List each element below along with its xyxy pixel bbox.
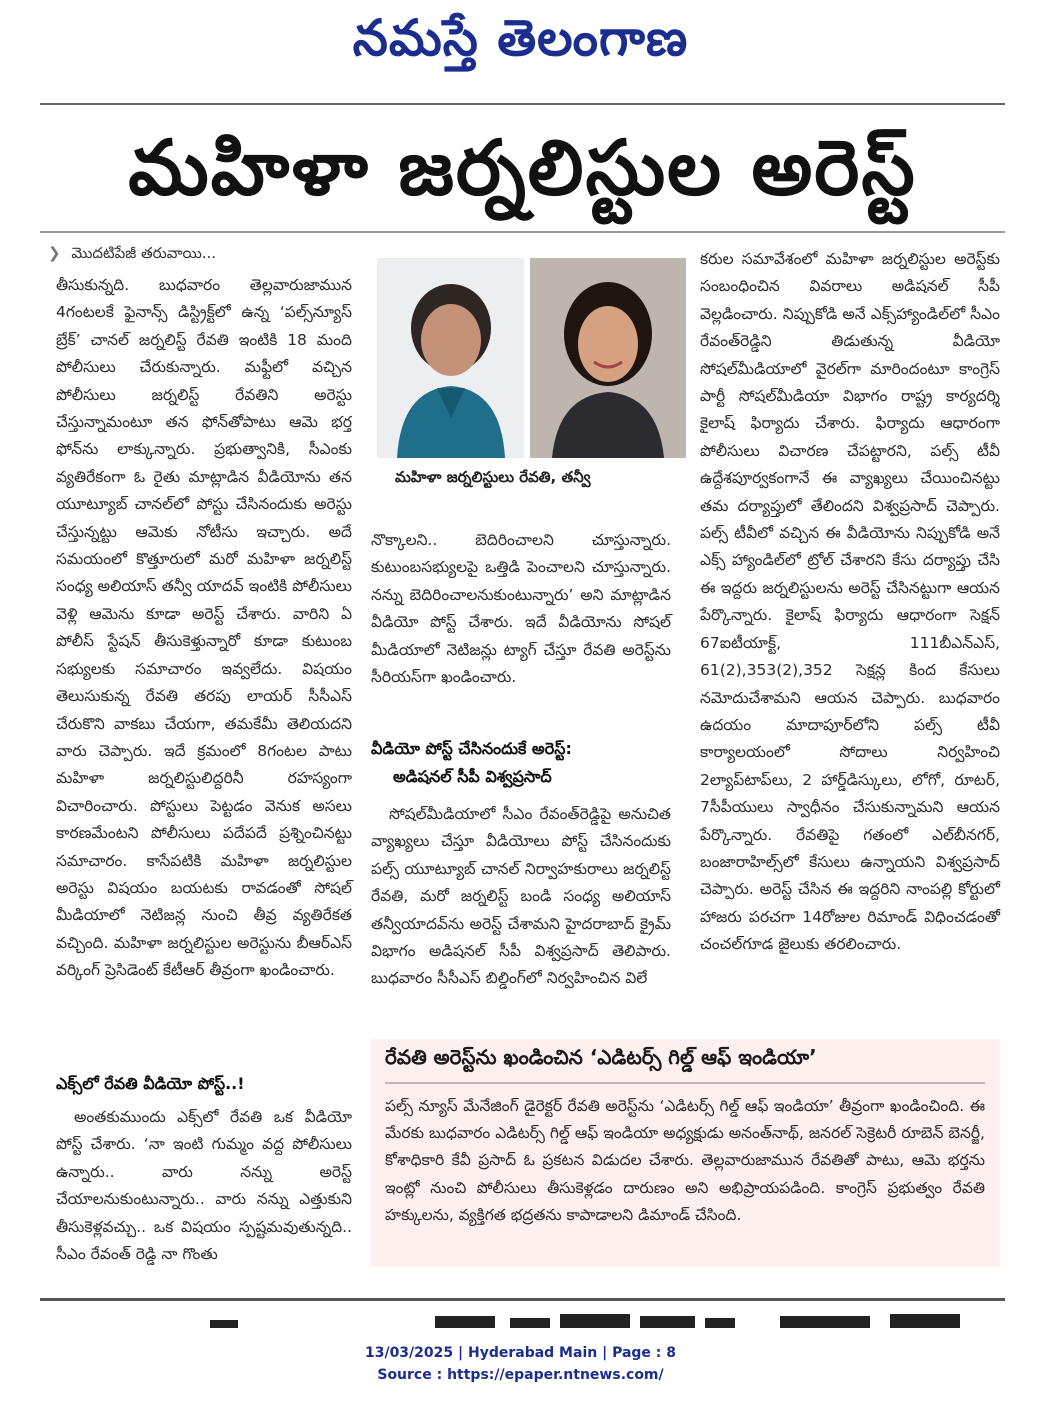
col1-paragraph: తీసుకున్నది. బుధవారం తెల్లవారుజామున 4గంటలకే ఫైనాన్స్ డిస్ట్రిక్ట్‌లో ఉన్న ‘పల్స్‌న్యూస్ బ్రేక్’ చానల్ జర్నలిస్ట్ రేవతి ఇంటికి 18 మంది పోలీసులు చేరుకున్నారు. మఫ్టీలో వచ్చిన పోలీసులు జర్నలిస్ట్ రేవతిని అరెస్టు చేస్తున్నామంటూ తన ఫోన్‌తోపాటు ఆమె భర్త ఫోన్‌ను లాక్కున్నారు. ప్రభుత్వానికి, సీఎంకు వ్యతిరేకంగా ఓ రైతు మాట్లాడిన వీడియోను తన యూట్యూబ్ చానల్‌లో పోస్టు చేసినందుకు అరెస్టు చేస్తున్నట్టు ఆమెకు నోటీసు ఇచ్చారు. అదే సమయంలో కొత్తూరులో మరో మహిళా జర్నలిస్ట్ సంధ్య అలియాస్ తన్వీ యాదవ్ ఇంటికి పోలీసులు వెళ్లి ఆమెను కూడా అరెస్ట్ చేశారు. వారిని ఏ పోలీస్ స్టేషన్ తీసుకెళ్తున్నారో కూడా కుటుంబ సభ్యులకు సమాచారం ఇవ్వలేదు. విషయం తెలుసుకున్న రేవతి తరపు లాయర్ సీసీఎస్ చేరుకొని వాకబు చేయగా, తమకేమీ తెలియదని వారు చెప్పారు. ఇదే క్రమంలో 8గంటల పాటు మహిళా జర్నలిస్టులిద్దరినీ రహస్యంగా విచారించారు. పోస్టులు పెట్టడం వెనుక అసలు కారణమేంటని పోలీసులు పదేపదే ప్రశ్నించినట్టు సమాచారం. కాసేపటికి మహిళా జర్నలిస్టుల అరెస్టు విషయం బయటకు రావడంతో సోషల్ మీడియాలో నెటిజన్ల నుంచి తీవ్ర వ్యతిరేకత వచ్చింది. మహిళా జర్నలిస్టుల అరెస్టును బీఆర్‌ఎస్ వర్కింగ్ ప్రెసిడెంట్ కేటీఆర్ తీవ్రంగా ఖండించారు. xyxy=(56,276,352,980)
column-1-lower xyxy=(56,1104,352,1268)
continuation-text: మొదటిపేజీ తరువాయి... xyxy=(71,244,217,262)
col2-paragraph: నొక్కాలని.. బెదిరించాలని చూస్తున్నారు. కుటుంబసభ్యులపై ఒత్తిడి పెంచాలని చూస్తున్నారు. నన్ను బెదిరించాలనుకుంటున్నారు’ అని మాట్లాడిన వీడియో పోస్ట్ చేశారు. ఇదే వీడియోను సోషల్ మీడియాలో నెటిజన్లు ట్యాగ్ చేస్తూ రేవతి అరెస్ట్‌ను సీరియస్‌గా ఖండించారు. xyxy=(371,531,671,687)
footer-source-link[interactable]: Source : https://epaper.ntnews.com/ xyxy=(377,1367,664,1383)
bottom-divider xyxy=(40,1298,1005,1301)
photo-tanvi xyxy=(530,258,686,458)
portrait-revathi-image xyxy=(377,258,524,458)
headline: మహిళా జర్నలిస్టుల అరెస్ట్ xyxy=(128,123,917,212)
col1-subhead: ఎక్స్‌లో రేవతి వీడియో పోస్ట్..! xyxy=(56,1074,245,1093)
masthead-divider xyxy=(40,103,1005,105)
portrait-tanvi-image xyxy=(530,258,686,458)
editors-guild-body: పల్స్ న్యూస్ మేనేజింగ్ డైరెక్టర్ రేవతి అరెస్ట్‌ను ‘ఎడిటర్స్ గిల్డ్ ఆఫ్ ఇండియా’ తీవ్రంగా ఖండించింది. ఈ మేరకు బుధవారం ఎడిటర్స్ గిల్డ్ ఆఫ్ ఇండియా అధ్యక్షుడు అనంత్‌నాథ్, జనరల్ సెక్రెటరీ రూబెన్ బెనర్జీ, కోశాధికారి కేవీ ప్రసాద్ ఓ ప్రకటన విడుదల చేశారు. తెల్లవారుజామున రేవతితో పాటు, ఆమె భర్తను ఇంట్లో నుంచి పోలీసులు తీసుకెళ్లడం దారుణం అని అభిప్రాయపడింది. కాంగ్రెస్ ప్రభుత్వం రేవతి హక్కులను, వ్యక్తిగత భద్రతను కాపాడాలని డిమాండ్ చేసింది. xyxy=(385,1097,985,1224)
chevron-right-icon: ❯ xyxy=(48,244,61,262)
footer-line-1: 13/03/2025 | Hyderabad Main | Page : 8 xyxy=(364,1345,677,1361)
headline-divider xyxy=(40,231,1005,233)
cropped-headline-shapes xyxy=(40,1306,1000,1328)
photo-caption: మహిళా జర్నలిస్టులు రేవతి, తన్వీ xyxy=(395,468,591,486)
column-2-lower xyxy=(371,801,671,993)
box-divider xyxy=(385,1082,985,1084)
column-2 xyxy=(371,527,671,691)
cropped-next-headline xyxy=(40,1306,1000,1328)
photo-revathi xyxy=(377,258,524,458)
column-3 xyxy=(700,246,1000,959)
col2-subhead-1: వీడియో పోస్ట్ చేసినందుకే అరెస్ట్: xyxy=(371,739,572,758)
col2-paragraph-2: సోషల్‌మీడియాలో సీఎం రేవంత్‌రెడ్డిపై అనుచిత వ్యాఖ్యలు చేస్తూ వీడియోలు పోస్ట్ చేసినందుకు పల్స్ యూట్యూబ్ చానల్ నిర్వాహకురాలు జర్నలిస్ట్ రేవతి, మరో జర్నలిస్ట్ బండి సంధ్య అలియాస్ తన్వీయాదవ్‌ను అరెస్ట్ చేశామని హైదరాబాద్ క్రైమ్ విభాగం అడిషనల్ సీపీ విశ్వప్రసాద్ తెలిపారు. బుధవారం సీసీఎస్ బిల్డింగ్‌లో నిర్వహించిన విలే xyxy=(371,805,671,988)
col2-subhead-2: అడిషనల్ సీపీ విశ్వప్రసాద్ xyxy=(393,767,552,786)
col1-paragraph-2: అంతకుముందు ఎక్స్‌లో రేవతి ఒక వీడియో పోస్ట్ చేశారు. ‘నా ఇంటి గుమ్మం వద్ద పోలీసులు ఉన్నారు.. వారు నన్ను అరెస్ట్ చేయాలనుకుంటున్నారు.. వారు నన్ను ఎత్తుకుని తీసుకెళ్లవచ్చు.. ఒక విషయం స్పష్టమవుతున్నది.. సీఎం రేవంత్ రెడ్డి నా గొంతు xyxy=(56,1108,352,1264)
editors-guild-title: రేవతి అరెస్ట్‌ను ఖండించిన ‘ఎడిటర్స్ గిల్డ్ ఆఫ్ ఇండియా’ xyxy=(385,1045,817,1069)
editors-guild-box xyxy=(371,1039,1000,1267)
column-1 xyxy=(56,272,352,985)
masthead-title: నమస్తే తెలంగాణ xyxy=(352,8,689,67)
continuation-label xyxy=(48,244,216,266)
col3-paragraph: కరుల సమావేశంలో మహిళా జర్నలిస్టుల అరెస్ట్‌కు సంబంధించిన వివరాలు అడిషనల్ సీపీ వెల్లడించారు. నిప్పుకోడి అనే ఎక్స్‌హ్యాండిల్‌లో సీఎం రేవంత్‌రెడ్డిని తిడుతున్న వీడియో సోషల్‌మీడియాలో వైరల్‌గా మారిందంటూ కాంగ్రెస్ పార్టీ సోషల్‌మీడియా విభాగం రాష్ట్ర కార్యదర్శి కైలాష్ ఫిర్యాదు చేశారు. ఫిర్యాదు ఆధారంగా పోలీసులు విచారణ చేపట్టారని, పల్స్ టీవీ ఉద్దేశపూర్వకంగానే ఈ వ్యాఖ్యలు చేయించినట్టు తమ దర్యాప్తులో తేలిందని విశ్వప్రసాద్ చెప్పారు. పల్స్ టీవీలో వచ్చిన ఈ వీడియోను నిప్పుకోడి అనే ఎక్స్ హ్యాండిల్‌లో ట్రోల్ చేశారని కేసు దర్యాప్తు చేసి ఈ ఇద్దరు జర్నలిస్టులను అరెస్ట్ చేసినట్టుగా ఆయన పేర్కొన్నారు. కైలాష్ ఫిర్యాదు ఆధారంగా సెక్షన్ 67ఐటీయాక్ట్, 111బీఎన్‌ఎస్, 61(2),353(2),352 సెక్షన్ల కింద కేసులు నమోదుచేశామని ఆయన చెప్పారు. బుధవారం ఉదయం మాదాపూర్‌లోని పల్స్ టీవీ కార్యాలయంలో సోదాలు నిర్వహించి 2ల్యాప్‌టాప్‌లు, 2 హార్డ్‌డిస్కులు, లోగో, రూటర్, 7సీపీయులు స్వాధీనం చేసుకున్నామని ఆయన పేర్కొన్నారు. రేవతిపై గతంలో ఎల్‌బీనగర్, బంజారాహిల్స్‌లో కేసులు ఉన్నాయని విశ్వప్రసాద్ చెప్పారు. అరెస్ట్ చేసిన ఈ ఇద్దరిని నాంపల్లి కోర్టులో హాజరు పరచగా 14రోజుల రిమాండ్ విధించడంతో చంచల్‌గూడ జైలుకు తరలించారు. xyxy=(700,250,1000,954)
